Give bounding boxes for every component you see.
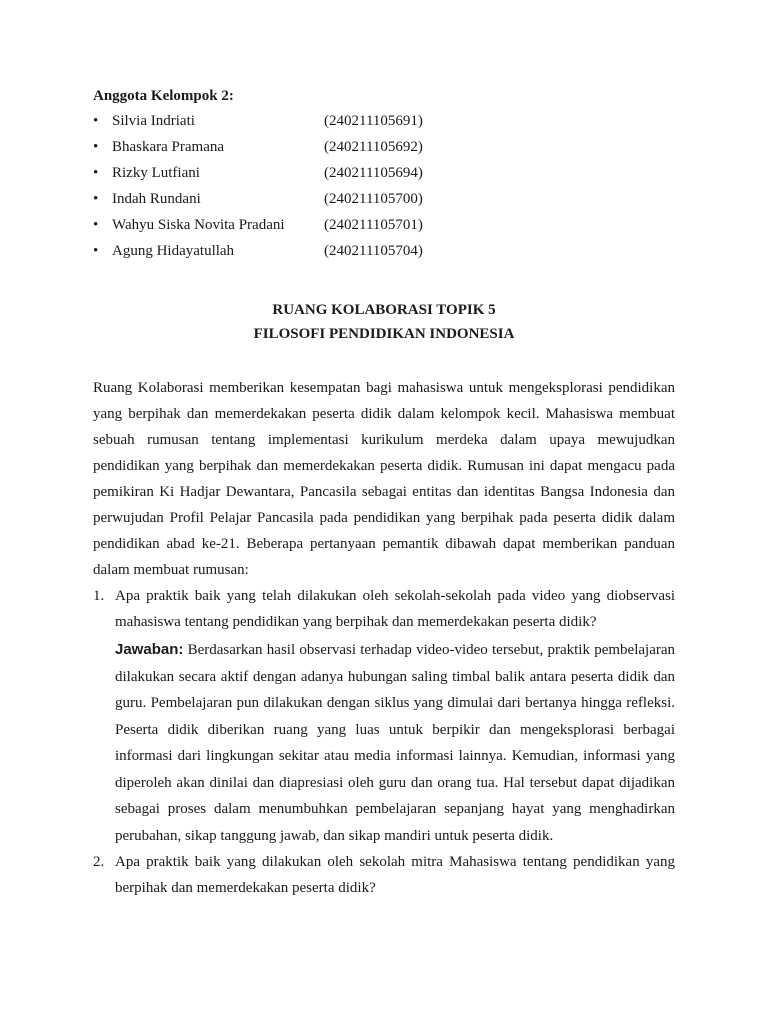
intro-paragraph: Ruang Kolaborasi memberikan kesempatan bagi mahasiswa untuk mengeksplorasi pendidikan yang berpihak dan memerdekakan peserta didik dalam kelompok kecil. Mahasiswa membuat sebuah rumusan tentang implementasi kurikulum merdeka dalam upaya mewujudkan pendidikan yang berpihak dan memerdekakan peserta didik. Rumusan ini dapat mengacu pada pemikiran Ki Hadjar Dewantara, Pancasila sebagai entitas dan identitas Bangsa Indonesia dan perwujudan Profil Pelajar Pancasila pada pendidikan yang berpihak pada peserta didik dalam pendidikan abad ke-21. Beberapa pertanyaan pemantik dibawah dapat memberikan panduan dalam membuat rumusan: xyxy=(93,380,675,578)
list-item xyxy=(93,160,675,186)
member-name: Wahyu Siska Novita Pradani xyxy=(112,217,285,233)
bullet-icon: • xyxy=(93,191,99,207)
heading-line-1: RUANG KOLABORASI TOPIK 5 xyxy=(272,302,496,318)
question-list xyxy=(93,583,675,901)
list-item xyxy=(93,583,675,849)
answer-label: Jawaban: xyxy=(115,641,184,658)
list-item xyxy=(93,212,675,238)
member-nim: (240211105694) xyxy=(324,165,423,181)
bullet-icon: • xyxy=(93,113,99,129)
list-item xyxy=(93,186,675,212)
member-nim: (240211105691) xyxy=(324,113,423,129)
question-text: Apa praktik baik yang dilakukan oleh sekolah mitra Mahasiswa tentang pendidikan yang berpihak dan memerdekakan peserta didik? xyxy=(115,854,675,896)
bullet-icon: • xyxy=(93,165,99,181)
member-name: Indah Rundani xyxy=(112,191,201,207)
question-text: Apa praktik baik yang telah dilakukan oleh sekolah-sekolah pada video yang diobservasi mahasiswa tentang pendidikan yang berpihak dan memerdekakan peserta didik? xyxy=(115,588,675,630)
list-item xyxy=(93,849,675,901)
member-name: Silvia Indriati xyxy=(112,113,195,129)
bullet-icon: • xyxy=(93,217,99,233)
member-name: Agung Hidayatullah xyxy=(112,243,235,259)
member-list xyxy=(93,108,675,264)
document-heading xyxy=(93,298,675,346)
list-item xyxy=(93,108,675,134)
member-nim: (240211105701) xyxy=(324,217,423,233)
answer-text: Berdasarkan hasil observasi terhadap video-video tersebut, praktik pembelajaran dilakukan secara aktif dengan adanya hubungan saling timbal balik antara peserta didik dan guru. Pembelajaran pun dilakukan dengan siklus yang dimulai dari bertanya hingga refleksi. Peserta didik diberikan ruang yang luas untuk berpikir dan mengeksplorasi berbagai informasi dari lingkungan sekitar atau media informasi lainnya. Kemudian, informasi yang diperoleh akan dinilai dan diapresiasi oleh guru dan orang tua. Hal tersebut dapat dijadikan sebagai proses dalam menumbuhkan pembelajaran sepanjang hayat yang menghadirkan perubahan, sikap tanggung jawab, dan sikap mandiri untuk peserta didik. xyxy=(115,642,675,844)
group-title: Anggota Kelompok 2: xyxy=(93,88,234,104)
member-nim: (240211105700) xyxy=(324,191,423,207)
question-number: 2. xyxy=(93,854,105,870)
member-name: Bhaskara Pramana xyxy=(112,139,225,155)
question-number: 1. xyxy=(93,588,105,604)
document-page xyxy=(93,84,675,901)
bullet-icon: • xyxy=(93,243,99,259)
list-item xyxy=(93,134,675,160)
bullet-icon: • xyxy=(93,139,99,155)
member-nim: (240211105704) xyxy=(324,243,423,259)
member-nim: (240211105692) xyxy=(324,139,423,155)
list-item xyxy=(93,238,675,264)
heading-line-2: FILOSOFI PENDIDIKAN INDONESIA xyxy=(253,326,515,342)
answer-paragraph xyxy=(115,637,675,849)
member-name: Rizky Lutfiani xyxy=(112,165,200,181)
